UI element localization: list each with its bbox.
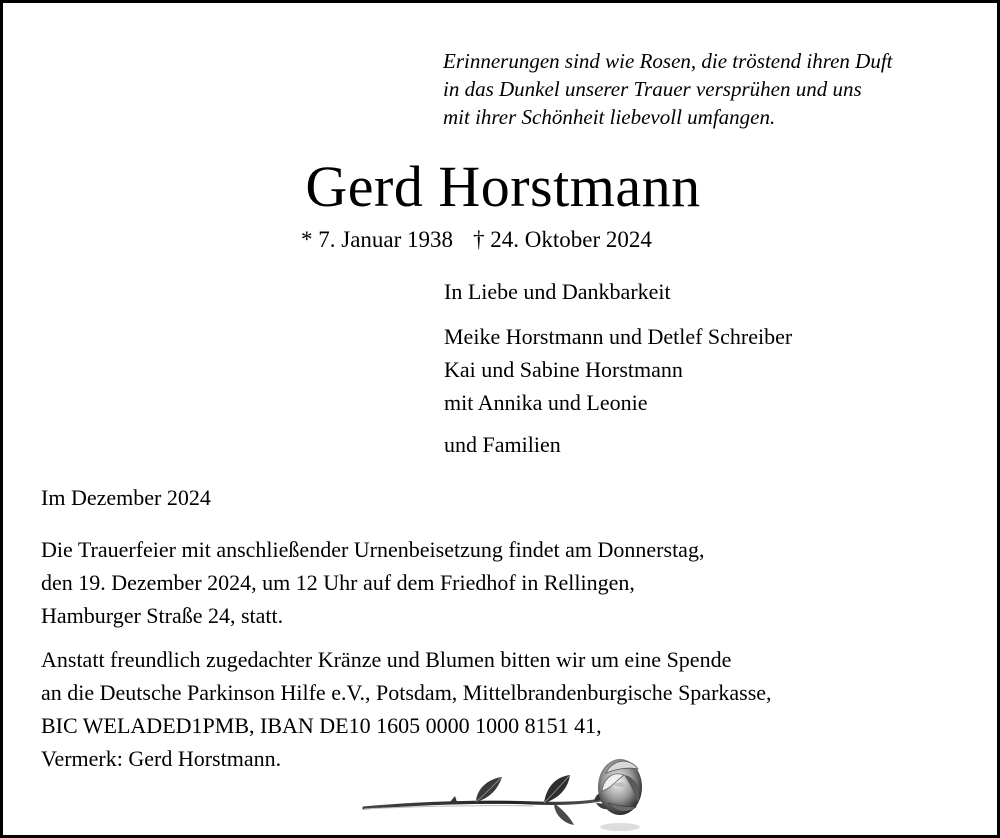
ceremony-line: den 19. Dezember 2024, um 12 Uhr auf dem Friedhof in Rellingen, bbox=[41, 570, 635, 595]
quote-line: Erinnerungen sind wie Rosen, die tröstend ihren Duft bbox=[443, 49, 893, 73]
quote-line: mit ihrer Schönheit liebevoll umfangen. bbox=[443, 105, 776, 129]
donation-line: Vermerk: Gerd Horstmann. bbox=[41, 746, 282, 771]
birth-date: * 7. Januar 1938 bbox=[301, 227, 454, 252]
rose-icon bbox=[358, 751, 648, 835]
date-text: Im Dezember 2024 bbox=[41, 485, 211, 510]
mourner-line: Meike Horstmann und Detlef Schreiber bbox=[444, 324, 793, 349]
deceased-name: Gerd Horstmann bbox=[305, 154, 701, 219]
quote-line: in das Dunkel unserer Trauer versprühen und uns bbox=[443, 77, 862, 101]
death-date: † 24. Oktober 2024 bbox=[473, 227, 652, 252]
families-text: und Familien bbox=[444, 432, 561, 457]
donation-line: BIC WELADED1PMB, IBAN DE10 1605 0000 1000 8151 41, bbox=[41, 713, 602, 738]
ceremony-line: Hamburger Straße 24, statt. bbox=[41, 603, 284, 628]
mourner-line: Kai und Sabine Horstmann bbox=[444, 357, 683, 382]
mourners-list bbox=[444, 320, 792, 419]
memorial-quote bbox=[443, 47, 988, 131]
families-line bbox=[444, 428, 561, 461]
donation-line: Anstatt freundlich zugedachter Kränze und Blumen bitten wir um eine Spende bbox=[41, 647, 732, 672]
dedication-text: In Liebe und Dankbarkeit bbox=[444, 279, 671, 304]
date-line bbox=[41, 481, 211, 514]
donation-line: an die Deutsche Parkinson Hilfe e.V., Potsdam, Mittelbrandenburgische Sparkasse, bbox=[41, 680, 772, 705]
ceremony-info bbox=[41, 533, 704, 632]
dedication bbox=[444, 275, 671, 308]
mourner-line: mit Annika und Leonie bbox=[444, 390, 648, 415]
life-dates bbox=[301, 225, 652, 255]
ceremony-line: Die Trauerfeier mit anschließender Urnenbeisetzung findet am Donnerstag, bbox=[41, 537, 705, 562]
